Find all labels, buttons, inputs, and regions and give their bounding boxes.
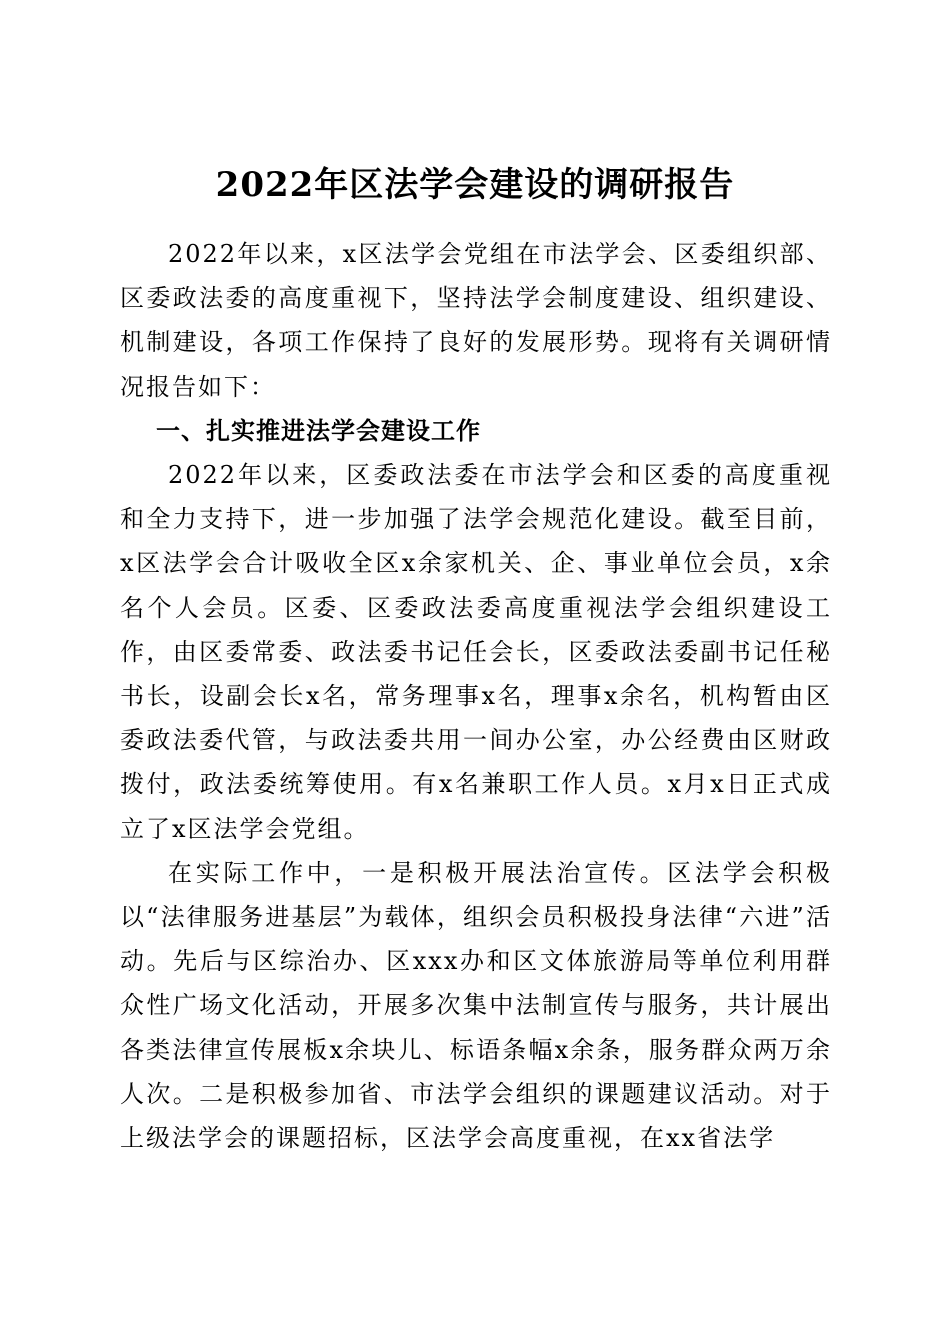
- document-title: 2022年区法学会建设的调研报告: [215, 164, 735, 205]
- section-heading: 一、扎实推进法学会建设工作: [156, 416, 481, 445]
- section-paragraph: 在实际工作中，一是积极开展法治宣传。区法学会积极以“法律服务进基层”为载体，组织会员积极投身法律“六进”活动。先后与区综治办、区xxx办和区文体旅游局等单位利用群众性广场文化活动，开展多次集中法制宣传与服务，共计展出各类法律宣传展板x余块儿、标语条幅x余条，服务群众两万余人次。二是积极参加省、市法学会组织的课题建议活动。对于上级法学会的课题招标，区法学会高度重视，在xx省法学: [120, 858, 832, 1153]
- intro-paragraph: 2022年以来，x区法学会党组在市法学会、区委组织部、区委政法委的高度重视下，坚持法学会制度建设、组织建设、机制建设，各项工作保持了良好的发展形势。现将有关调研情况报告如下：: [120, 240, 832, 401]
- section-paragraph: 2022年以来，区委政法委在市法学会和区委的高度重视和全力支持下，进一步加强了法学会规范化建设。截至目前，x区法学会合计吸收全区x余家机关、企、事业单位会员，x余名个人会员。区委、区委政法委高度重视法学会组织建设工作，由区委常委、政法委书记任会长，区委政法委副书记任秘书长，设副会长x名，常务理事x名，理事x余名，机构暂由区委政法委代管，与政法委共用一间办公室，办公经费由区财政拨付，政法委统筹使用。有x名兼职工作人员。x月x日正式成立了x区法学会党组。: [120, 461, 832, 843]
- document-body: [120, 232, 832, 1160]
